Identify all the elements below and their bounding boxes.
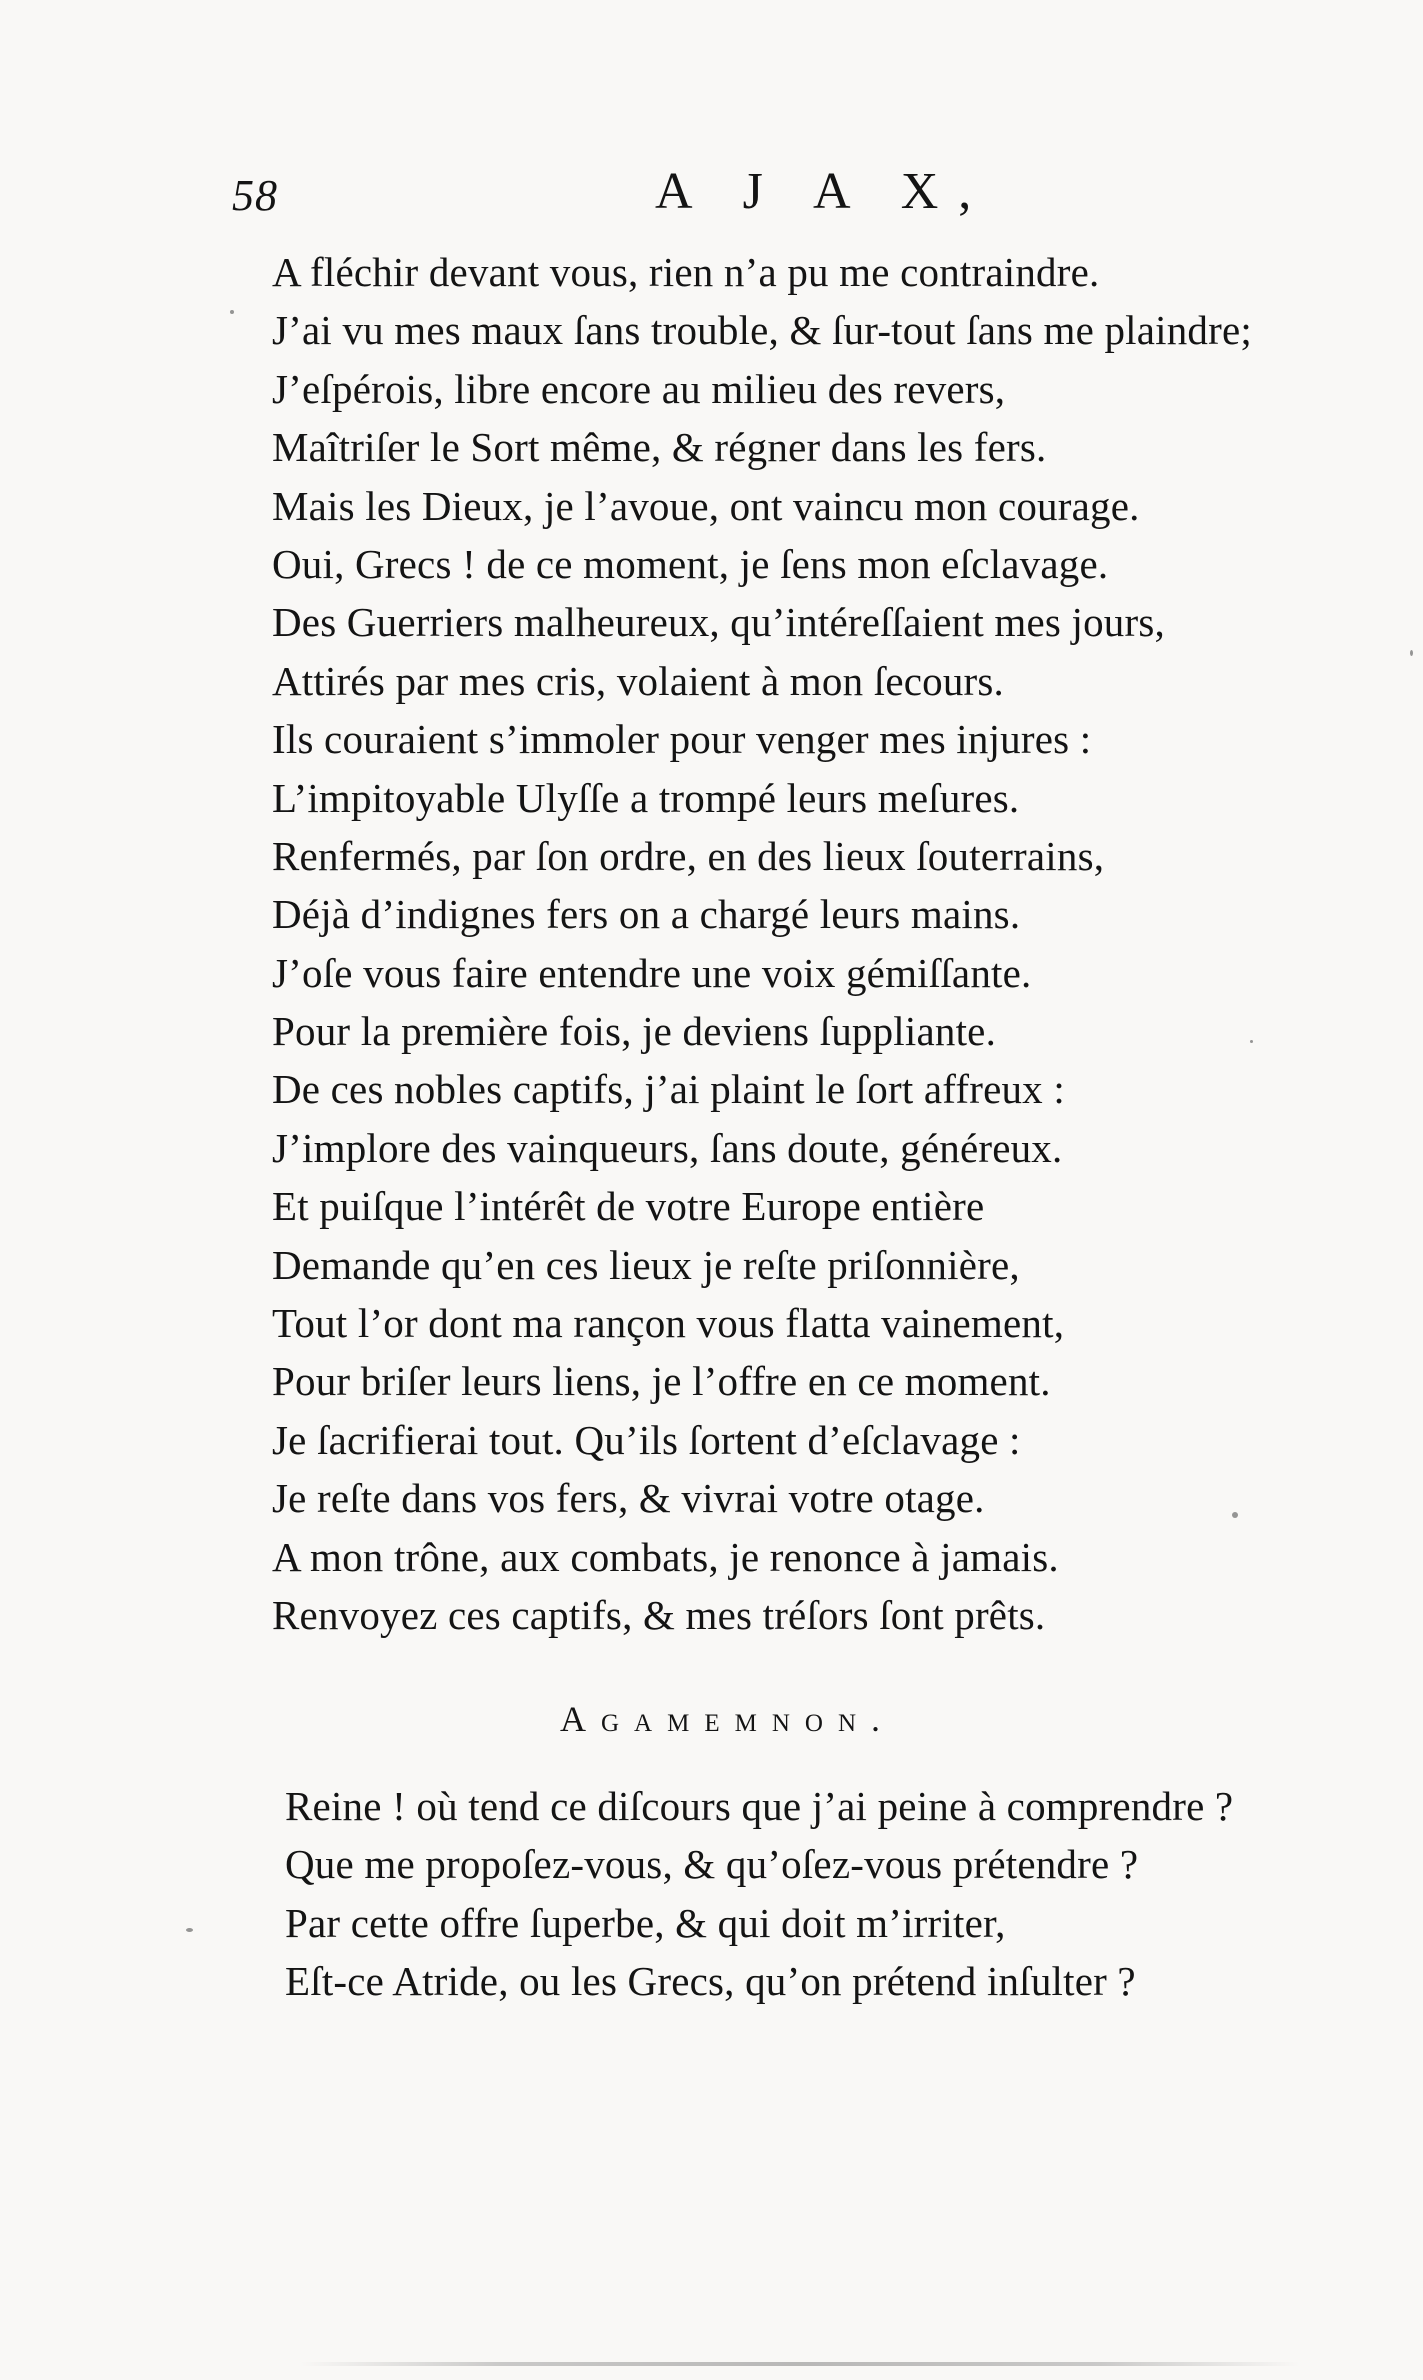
verse-line: Attirés par mes cris, volaient à mon ſecours. [272,657,1004,704]
verse-line: A fléchir devant vous, rien n’a pu me contraindre. [272,249,1100,295]
running-head [0,150,1423,220]
verse-line: Je reſte dans vos fers, & vivrai votre otage. [272,1475,985,1522]
verse-line: Mais les Dieux, je l’avoue, ont vaincu mon courage. [272,482,1140,529]
verse-line: Ils couraient s’immoler pour venger mes injures : [272,716,1092,763]
paper-speck [1410,650,1413,656]
verse-line: Par cette offre ſuperbe, & qui doit m’irriter, [285,1899,1006,1946]
speaker-heading [0,1698,1423,1740]
verse-line: Demande qu’en ces lieux je reſte priſonnière, [272,1241,1020,1288]
verse-line: Je ſacrifierai tout. Qu’ils ſortent d’eſclavage : [272,1416,1021,1463]
paper-speck [1250,1040,1253,1043]
verse-line: Pour la première fois, je deviens ſuppliante. [272,1008,997,1055]
verse-line: Maîtriſer le Sort même, & régner dans les fers. [272,424,1047,471]
verse-line: A mon trône, aux combats, je renonce à jamais. [272,1533,1059,1580]
speaker-name: Agamemnon. [560,1699,895,1739]
verse-line: L’impitoyable Ulyſſe a trompé leurs meſures. [272,774,1020,821]
verse-line: J’implore des vainqueurs, ſans doute, généreux. [272,1124,1063,1171]
running-title: A J A X, [655,163,992,220]
verse-line: J’oſe vous faire entendre une voix gémiſſante. [272,949,1032,996]
verse-line: Pour briſer leurs liens, je l’offre en ce moment. [272,1358,1051,1405]
verse-line: Eſt-ce Atride, ou les Grecs, qu’on prétend inſulter ? [285,1958,1136,2005]
verse-line: Que me propoſez-vous, & qu’oſez-vous prétendre ? [285,1841,1139,1888]
verse-line: Tout l’or dont ma rançon vous flatta vainement, [272,1300,1065,1347]
verse-block-speech-2 [285,1777,1365,2011]
paper-speck [186,1928,193,1932]
verse-line: De ces nobles captifs, j’ai plaint le ſort affreux : [272,1066,1065,1113]
paper-speck [1232,1512,1238,1518]
paper-speck [230,310,234,314]
verse-line: Reine ! où tend ce diſcours que j’ai peine à comprendre ? [285,1783,1234,1829]
verse-line: Oui, Grecs ! de ce moment, je ſens mon eſclavage. [272,540,1109,587]
verse-line: J’eſpérois, libre encore au milieu des revers, [272,365,1006,412]
verse-block-speech-1 [272,243,1352,1644]
verse-line: Et puiſque l’intérêt de votre Europe entière [272,1183,985,1230]
page-number: 58 [232,171,278,220]
verse-line: Déjà d’indignes fers on a chargé leurs mains. [272,891,1021,938]
page-bottom-edge [300,2362,1300,2366]
verse-line: Renfermés, par ſon ordre, en des lieux ſouterrains, [272,832,1105,879]
verse-line: Des Guerriers malheureux, qu’intéreſſaient mes jours, [272,599,1165,646]
verse-line: Renvoyez ces captifs, & mes tréſors ſont prêts. [272,1591,1046,1638]
verse-line: J’ai vu mes maux ſans trouble, & ſur-tout ſans me plaindre; [272,307,1252,354]
